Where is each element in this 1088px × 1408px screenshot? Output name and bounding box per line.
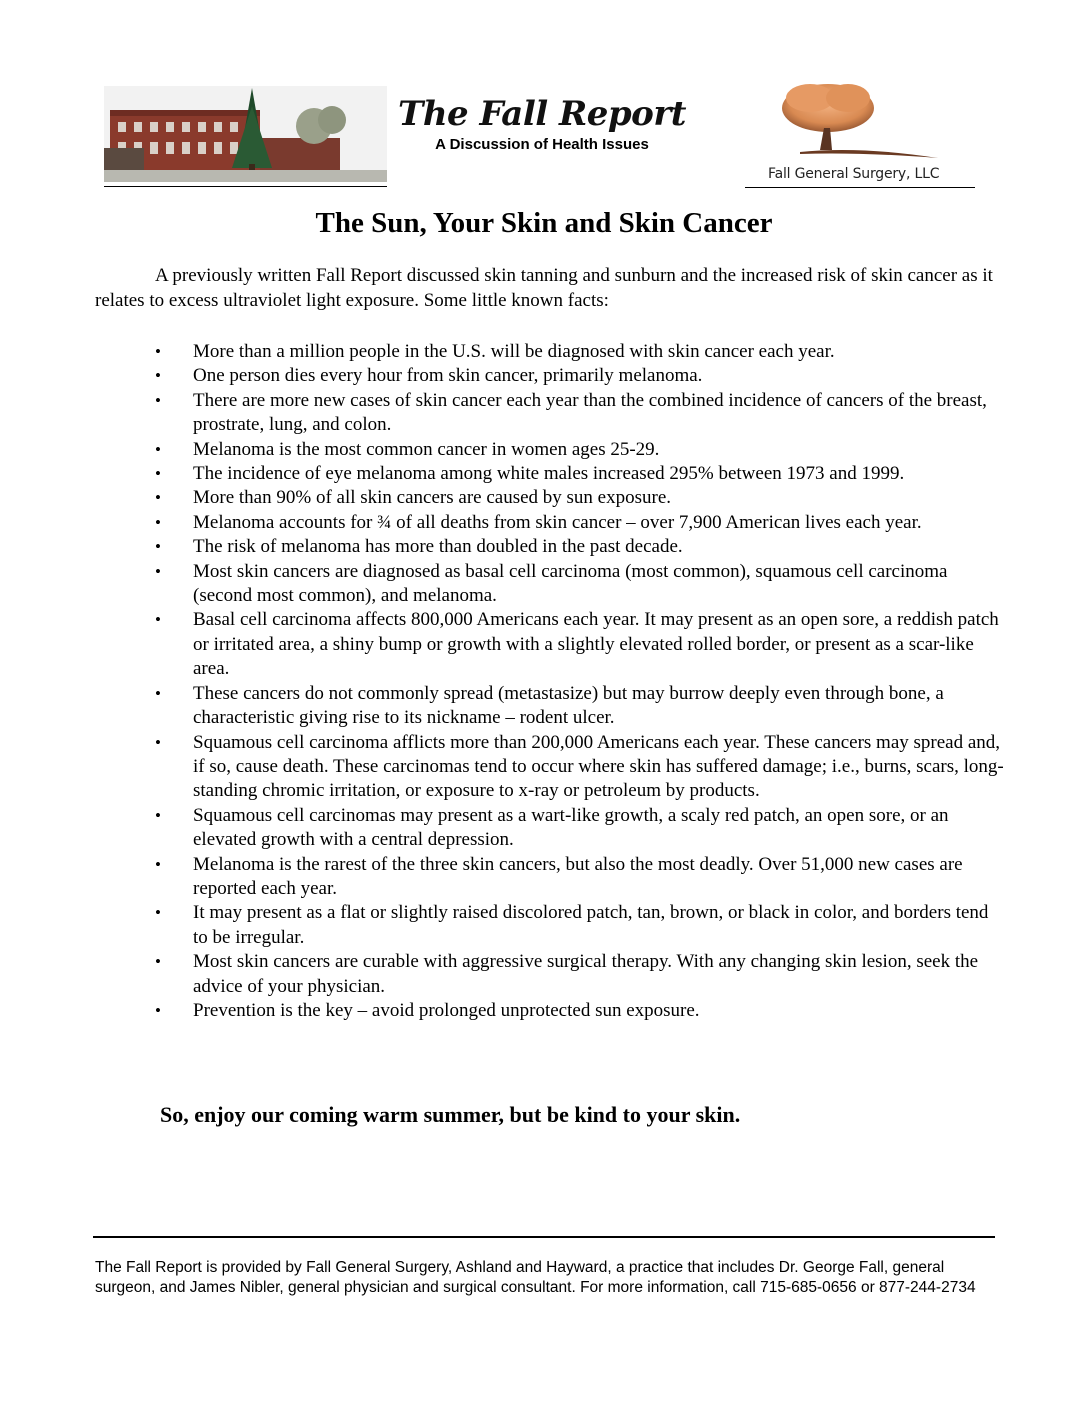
list-item: • Most skin cancers are curable with aggressive surgical therapy. With any changing skin lesion, seek the advice of your physician.	[155, 950, 1005, 999]
tree-logo	[770, 80, 940, 160]
footer-rule	[93, 1236, 995, 1238]
list-item: • It may present as a flat or slightly raised discolored patch, tan, brown, or black in color, and borders tend to be irregular.	[155, 901, 1005, 950]
list-item: • Prevention is the key – avoid prolonged unprotected sun exposure.	[155, 999, 1005, 1023]
footer-text: The Fall Report is provided by Fall General Surgery, Ashland and Hayward, a practice that includes Dr. George Fall, general surgeon, and James Nibler, general physician and surgical consultant. For more information, call 715-685-0656 or 877-244-2734	[95, 1259, 976, 1296]
list-item: • Most skin cancers are diagnosed as basal cell carcinoma (most common), squamous cell carcinoma (second most common), and melanoma.	[155, 560, 1005, 609]
article-intro: A previously written Fall Report discussed skin tanning and sunburn and the increased risk of skin cancer as it relates to excess ultraviolet light exposure. Some little known facts:	[95, 265, 993, 311]
list-item: • These cancers do not commonly spread (metastasize) but may burrow deeply even through bone, a characteristic giving rise to its nickname – rodent ulcer.	[155, 682, 1005, 731]
list-item: • Melanoma is the rarest of the three skin cancers, but also the most deadly. Over 51,000 new cases are reported each year.	[155, 853, 1005, 902]
list-item: • One person dies every hour from skin cancer, primarily melanoma.	[155, 364, 1005, 388]
list-item: • Squamous cell carcinomas may present as a wart-like growth, a scaly red patch, an open sore, or an elevated growth with a central depression.	[155, 804, 1005, 853]
article-title: The Sun, Your Skin and Skin Cancer	[315, 207, 773, 239]
closing-statement: So, enjoy our coming warm summer, but be kind to your skin.	[160, 1102, 741, 1127]
newsletter-header	[0, 0, 1088, 200]
clinic-building-photo	[104, 86, 387, 182]
header-rule-right	[745, 187, 975, 188]
header-rule-left	[104, 186, 387, 187]
masthead	[392, 94, 692, 154]
practice-name: Fall General Surgery, LLC	[768, 166, 940, 182]
list-item: • More than a million people in the U.S. will be diagnosed with skin cancer each year.	[155, 340, 1005, 364]
list-item: • Melanoma is the most common cancer in women ages 25-29.	[155, 438, 1005, 462]
list-item: • More than 90% of all skin cancers are caused by sun exposure.	[155, 486, 1005, 510]
list-item: • The incidence of eye melanoma among white males increased 295% between 1973 and 1999.	[155, 462, 1005, 486]
list-item: • Squamous cell carcinoma afflicts more than 200,000 Americans each year. These cancers may spread and, if so, cause death. These carcinomas tend to occur where skin has suffered damage; i.e., burns, scars, long-standing chromic irritation, or exposure to x-ray or petroleum by products.	[155, 731, 1005, 804]
facts-list	[155, 340, 1005, 1023]
list-item: • The risk of melanoma has more than doubled in the past decade.	[155, 535, 1005, 559]
masthead-title: The Fall Report	[398, 94, 686, 134]
masthead-subtitle: A Discussion of Health Issues	[435, 136, 649, 153]
list-item: • There are more new cases of skin cancer each year than the combined incidence of cancers of the breast, prostrate, lung, and colon.	[155, 389, 1005, 438]
list-item: • Melanoma accounts for ¾ of all deaths from skin cancer – over 7,900 American lives each year.	[155, 511, 1005, 535]
list-item: • Basal cell carcinoma affects 800,000 Americans each year. It may present as an open sore, a reddish patch or irritated area, a shiny bump or growth with a slightly elevated rolled border, or present as a scar-like area.	[155, 608, 1005, 681]
